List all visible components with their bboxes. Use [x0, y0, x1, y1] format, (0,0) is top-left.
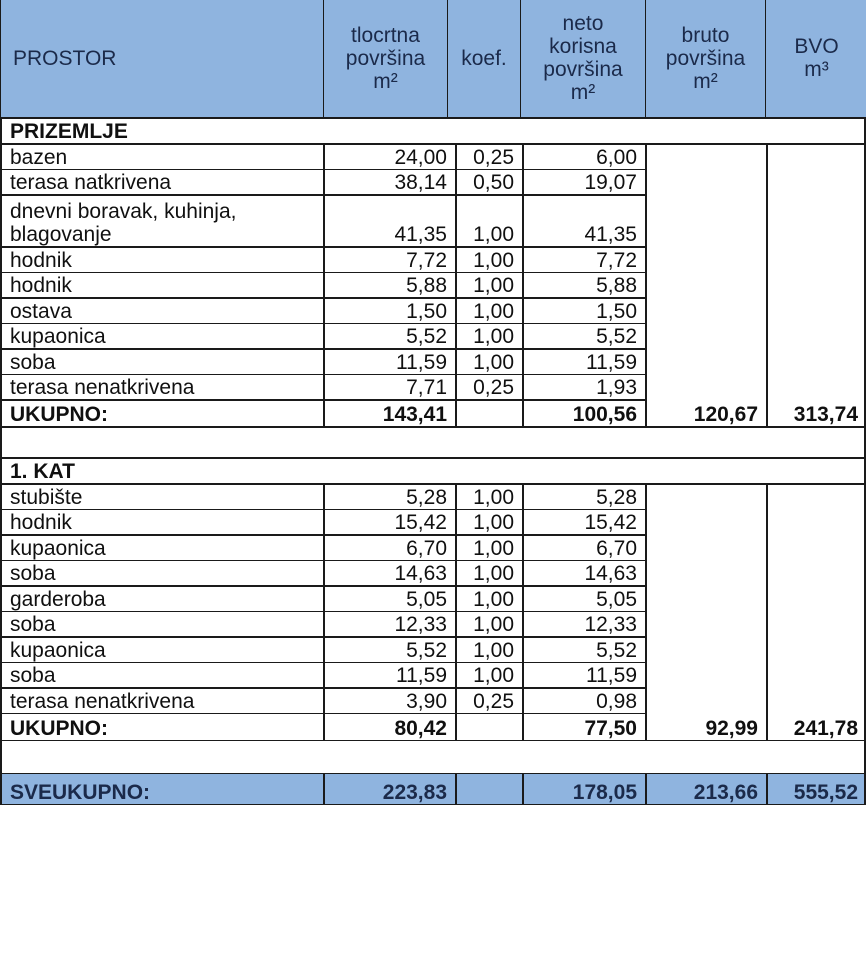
room-name: soba: [10, 350, 56, 374]
grand-total-bvo: 555,52: [793, 780, 858, 804]
column-divider: [864, 117, 866, 427]
header-koef: koef.: [447, 0, 521, 118]
prizemlje-total-row: [0, 400, 866, 427]
kat-title: 1. KAT: [10, 460, 75, 483]
neto-value: 6,00: [596, 145, 637, 169]
tlocrtna-value: 7,71: [406, 376, 447, 399]
header-tlocrtna-povrsina: tlocrtna površina m²: [323, 0, 448, 118]
table-row: [0, 375, 866, 401]
column-divider: [864, 427, 866, 457]
column-divider: [645, 484, 647, 741]
total-tlocrtna: 143,41: [382, 403, 447, 426]
column-divider: [0, 457, 2, 741]
kat-total-row: [0, 714, 866, 741]
koef-value: 1,00: [473, 350, 514, 374]
table-row: [0, 663, 866, 689]
neto-value: 14,63: [584, 562, 637, 585]
koef-value: 1,00: [473, 536, 514, 560]
total-bruto: 120,67: [693, 403, 758, 426]
header-bvo: BVO m³: [765, 0, 866, 118]
total-label: UKUPNO:: [10, 403, 108, 426]
koef-value: 1,00: [473, 223, 514, 246]
table-row: [0, 195, 866, 247]
kat-title-row: [0, 457, 866, 484]
table-row: [0, 612, 866, 638]
tlocrtna-value: 5,28: [406, 485, 447, 509]
room-name: stubište: [10, 485, 83, 509]
room-name: garderoba: [10, 587, 106, 611]
column-divider: [455, 144, 457, 427]
column-divider: [0, 427, 2, 457]
neto-value: 15,42: [584, 511, 637, 534]
header-prostor: PROSTOR: [0, 0, 324, 118]
tlocrtna-value: 41,35: [394, 223, 447, 246]
column-divider: [766, 484, 768, 741]
neto-value: 0,98: [596, 689, 637, 713]
tlocrtna-value: 5,52: [406, 325, 447, 348]
table-row: [0, 144, 866, 170]
room-name: soba: [10, 613, 56, 636]
neto-value: 41,35: [584, 223, 637, 246]
column-divider: [522, 773, 524, 805]
table-row: [0, 510, 866, 536]
room-name: hodnik: [10, 274, 72, 297]
room-name: bazen: [10, 145, 68, 169]
grand-total-label: SVEUKUPNO:: [10, 780, 151, 804]
grand-total-bruto: 213,66: [693, 780, 758, 804]
row-divider: [0, 804, 866, 806]
table-row: [0, 349, 866, 375]
koef-value: 1,00: [473, 511, 514, 534]
total-neto: 100,56: [572, 403, 637, 426]
total-bvo: 313,74: [793, 403, 858, 426]
table-row: [0, 170, 866, 196]
prizemlje-title-row: [0, 117, 866, 144]
column-divider: [323, 484, 325, 741]
total-bruto: 92,99: [705, 716, 758, 740]
table-row: [0, 688, 866, 714]
table-row: [0, 637, 866, 663]
tlocrtna-value: 5,05: [406, 587, 447, 611]
table-row: [0, 561, 866, 587]
koef-value: 1,00: [473, 562, 514, 585]
neto-value: 1,93: [596, 376, 637, 399]
room-name: kupaonica: [10, 536, 106, 560]
koef-value: 1,00: [473, 664, 514, 687]
column-divider: [864, 741, 866, 773]
room-name: ostava: [10, 299, 72, 323]
tlocrtna-value: 3,90: [406, 689, 447, 713]
neto-value: 1,50: [596, 299, 637, 323]
koef-value: 0,25: [473, 689, 514, 713]
tlocrtna-value: 12,33: [394, 613, 447, 636]
column-divider: [323, 144, 325, 427]
room-name: soba: [10, 562, 56, 585]
room-name: terasa nenatkrivena: [10, 689, 195, 713]
column-divider: [766, 144, 768, 427]
column-divider: [0, 117, 2, 427]
column-divider: [455, 773, 457, 805]
koef-value: 1,00: [473, 587, 514, 611]
total-tlocrtna: 80,42: [394, 716, 447, 740]
grand-total-row: [0, 773, 866, 805]
neto-value: 19,07: [584, 171, 637, 194]
room-name: kupaonica: [10, 638, 106, 662]
tlocrtna-value: 7,72: [406, 248, 447, 272]
table-row: [0, 535, 866, 561]
koef-value: 0,25: [473, 376, 514, 399]
column-divider: [0, 741, 2, 773]
room-name: kupaonica: [10, 325, 106, 348]
header-neto-povrsina: neto korisna površina m²: [520, 0, 646, 118]
tlocrtna-value: 5,88: [406, 274, 447, 297]
column-divider: [864, 457, 866, 741]
koef-value: 1,00: [473, 248, 514, 272]
koef-value: 1,00: [473, 325, 514, 348]
neto-value: 11,59: [586, 664, 637, 687]
room-name: hodnik: [10, 248, 72, 272]
column-divider: [864, 773, 866, 805]
tlocrtna-value: 11,59: [396, 350, 447, 374]
neto-value: 5,88: [596, 274, 637, 297]
room-name: hodnik: [10, 511, 72, 534]
neto-value: 5,52: [596, 638, 637, 662]
table-row: [0, 484, 866, 510]
koef-value: 0,50: [473, 171, 514, 194]
row-divider: [0, 426, 866, 428]
tlocrtna-value: 14,63: [394, 562, 447, 585]
total-neto: 77,50: [584, 716, 637, 740]
column-divider: [522, 144, 524, 427]
column-divider: [645, 144, 647, 427]
row-divider: [0, 740, 866, 742]
koef-value: 1,00: [473, 613, 514, 636]
neto-value: 12,33: [584, 613, 637, 636]
table-row: [0, 586, 866, 612]
grand-total-tlocrtna: 223,83: [382, 780, 447, 804]
table-row: [0, 324, 866, 350]
neto-value: 5,28: [596, 485, 637, 509]
total-bvo: 241,78: [793, 716, 858, 740]
column-divider: [455, 484, 457, 741]
koef-value: 1,00: [473, 638, 514, 662]
room-name: terasa nenatkrivena: [10, 376, 195, 399]
tlocrtna-value: 1,50: [406, 299, 447, 323]
table-row: [0, 298, 866, 324]
koef-value: 1,00: [473, 485, 514, 509]
koef-value: 1,00: [473, 299, 514, 323]
table-row: [0, 273, 866, 299]
neto-value: 5,05: [596, 587, 637, 611]
koef-value: 1,00: [473, 274, 514, 297]
tlocrtna-value: 6,70: [406, 536, 447, 560]
neto-value: 11,59: [586, 350, 637, 374]
table-row: [0, 247, 866, 273]
column-divider: [0, 773, 2, 805]
tlocrtna-value: 11,59: [396, 664, 447, 687]
total-label: UKUPNO:: [10, 716, 108, 740]
tlocrtna-value: 5,52: [406, 638, 447, 662]
grand-total-neto: 178,05: [572, 780, 637, 804]
tlocrtna-value: 15,42: [394, 511, 447, 534]
room-name: soba: [10, 664, 56, 687]
neto-value: 5,52: [596, 325, 637, 348]
prizemlje-title: PRIZEMLJE: [10, 120, 128, 143]
column-divider: [323, 773, 325, 805]
neto-value: 7,72: [596, 248, 637, 272]
column-divider: [522, 484, 524, 741]
room-name: dnevni boravak, kuhinja, blagovanje: [10, 200, 237, 246]
column-divider: [766, 773, 768, 805]
tlocrtna-value: 38,14: [394, 171, 447, 194]
koef-value: 0,25: [473, 145, 514, 169]
room-name: terasa natkrivena: [10, 171, 172, 194]
tlocrtna-value: 24,00: [394, 145, 447, 169]
column-divider: [645, 773, 647, 805]
header-bruto-povrsina: bruto površina m²: [645, 0, 766, 118]
neto-value: 6,70: [596, 536, 637, 560]
